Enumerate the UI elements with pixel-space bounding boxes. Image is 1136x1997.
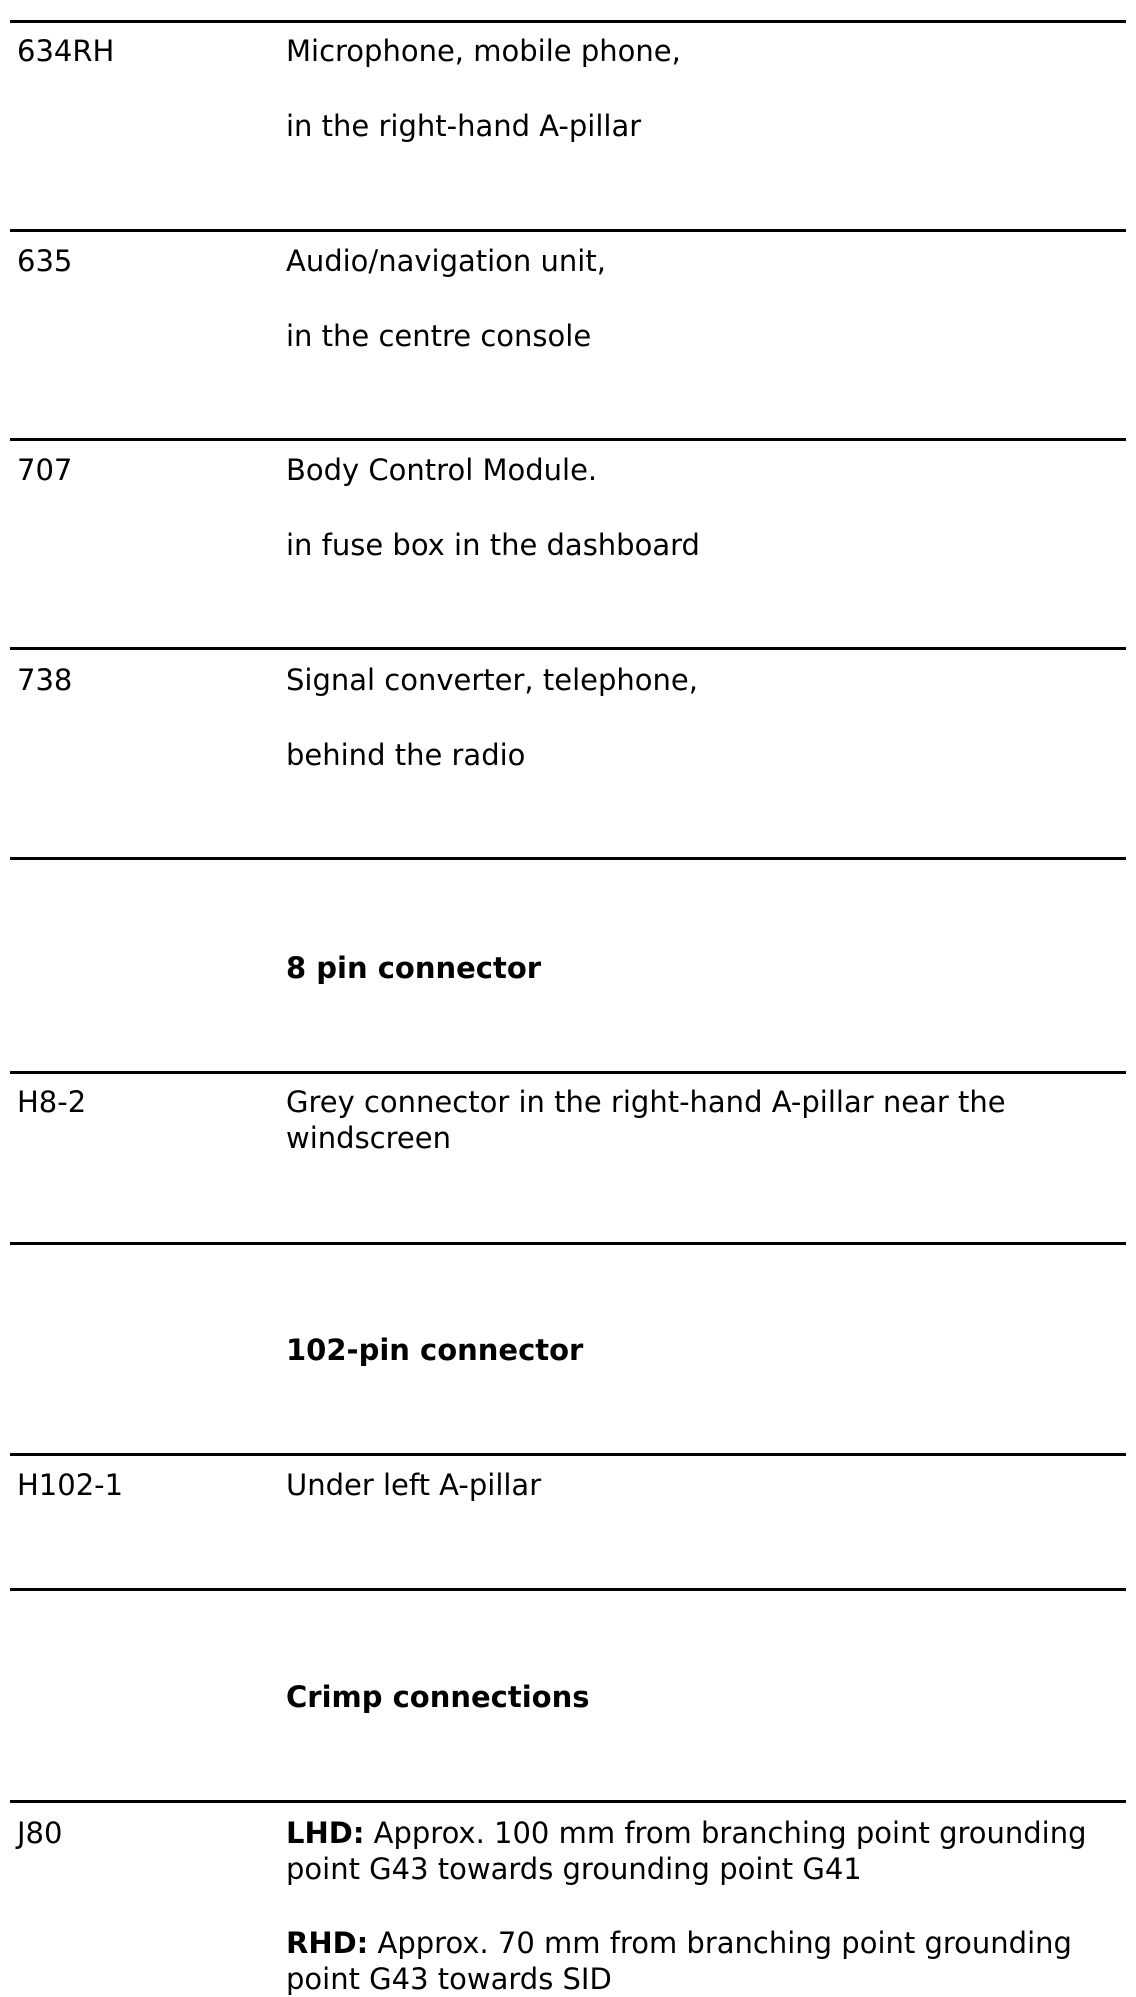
lhd-text: Approx. 100 mm from branching point grounding point G43 towards grounding point G41	[286, 1816, 1087, 1886]
section-heading: 102-pin connector	[286, 1333, 584, 1367]
lhd-label: LHD:	[286, 1816, 365, 1850]
component-code: 707	[17, 453, 73, 487]
component-name: Audio/navigation unit,	[286, 244, 606, 278]
connector-code: H8-2	[17, 1085, 87, 1119]
connector-location: Under left A-pillar	[286, 1468, 542, 1502]
component-location: in the right-hand A-pillar	[286, 109, 642, 143]
table-divider	[10, 229, 1126, 232]
rhd-label: RHD:	[286, 1926, 369, 1960]
component-code: 635	[17, 244, 73, 278]
component-code: 634RH	[17, 34, 115, 68]
table-divider	[10, 647, 1126, 650]
connector-code: H102-1	[17, 1468, 124, 1502]
component-name: Microphone, mobile phone,	[286, 34, 681, 68]
table-divider	[10, 1242, 1126, 1245]
table-divider	[10, 1453, 1126, 1456]
component-location: behind the radio	[286, 738, 526, 772]
component-code: 738	[17, 663, 73, 697]
section-heading: 8 pin connector	[286, 951, 542, 985]
table-divider	[10, 1071, 1126, 1074]
section-heading: Crimp connections	[286, 1680, 590, 1714]
component-location: in the centre console	[286, 319, 592, 353]
crimp-code: J80	[17, 1816, 63, 1850]
table-divider	[10, 1588, 1126, 1591]
connector-location: Grey connector in the right-hand A-pillar near the windscreen	[286, 1085, 1006, 1155]
lhd-note	[286, 1815, 1116, 1887]
rhd-text: Approx. 70 mm from branching point grounding point G43 towards SID	[286, 1926, 1072, 1996]
table-divider	[10, 857, 1126, 860]
table-divider	[10, 438, 1126, 441]
table-divider	[10, 1800, 1126, 1803]
table-divider	[10, 20, 1126, 23]
component-name: Signal converter, telephone,	[286, 663, 698, 697]
rhd-note	[286, 1925, 1116, 1997]
component-location: in fuse box in the dashboard	[286, 528, 700, 562]
component-name: Body Control Module.	[286, 453, 598, 487]
